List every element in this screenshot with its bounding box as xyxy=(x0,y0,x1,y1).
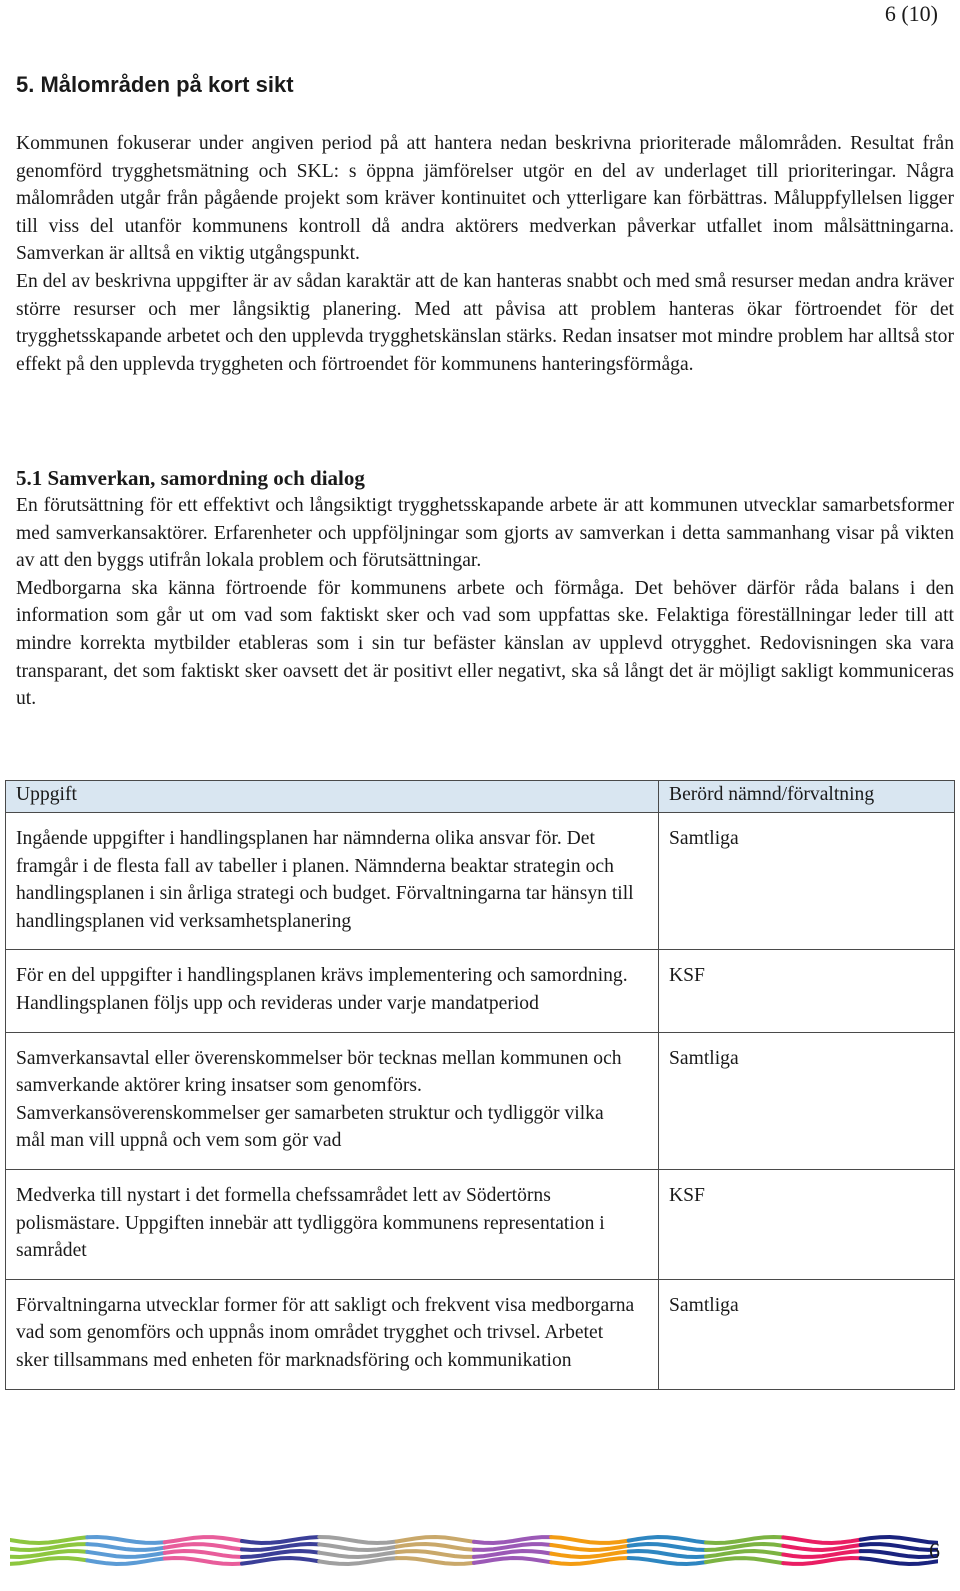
task-cell: För en del uppgifter i handlingsplanen krävs implementering och samordning. Handlingsplanen följs upp och revideras under varje mandatperiod xyxy=(6,950,659,1032)
column-header-owner: Berörd nämnd/förvaltning xyxy=(659,781,955,813)
footer-wave-stroke xyxy=(861,1551,938,1557)
subsection-paragraph: En förutsättning för ett effektivt och långsiktigt trygghetsskapande arbete är att kommunen utvecklar samarbetsformer med samverkansaktörer. Erfarenheter och uppföljningar som gjorts av samverkan i detta sammanhang visar på vikten av att den byggs utifrån lokala problem och förutsättningar. xyxy=(16,495,954,572)
section-title: 5. Målområden på kort sikt xyxy=(16,72,294,97)
footer-wave-stroke xyxy=(87,1544,164,1550)
table-row xyxy=(6,1169,955,1279)
table-row xyxy=(6,813,955,950)
footer-wave-stroke xyxy=(474,1558,551,1563)
intro-paragraph: En del av beskrivna uppgifter är av sådan karaktär att de kan hanteras snabbt och med små resurser medan andra kräver större resurser och mer långsiktig planering. Med att påvisa att problem hanteras ökar förtroendet för det trygghetsskapande arbetet och den upplevda trygghetskänslan stärks. Redan insatser mot mindre problem har alltså stor effekt på den upplevda tryggheten och förtroendet för kommunens hanteringsförmåga. xyxy=(16,270,954,375)
owner-cell: KSF xyxy=(659,1169,955,1279)
footer-wave-stroke xyxy=(397,1537,474,1542)
footer-wave-stroke xyxy=(861,1537,938,1543)
footer-wave-stroke xyxy=(87,1559,164,1565)
footer-wave-stroke xyxy=(87,1552,164,1557)
footer-wave-stroke xyxy=(474,1544,551,1550)
footer-wave-stroke xyxy=(87,1537,164,1543)
subsection-title: 5.1 Samverkan, samordning och dialog xyxy=(16,466,365,490)
footer-wave-stroke xyxy=(783,1558,860,1564)
footer-wave-stroke xyxy=(397,1558,474,1564)
intro-text xyxy=(16,130,954,378)
footer-wave-stroke xyxy=(242,1544,319,1550)
footer-wave-decoration xyxy=(10,1530,938,1570)
footer-wave-stroke xyxy=(629,1537,706,1543)
column-header-task: Uppgift xyxy=(6,781,659,813)
footer-wave-stroke xyxy=(861,1558,938,1564)
task-cell: Medverka till nystart i det formella chefssamrådet lett av Södertörns polismästare. Uppgiften innebär att tydliggöra kommunens representation i samrådet xyxy=(6,1169,659,1279)
task-cell: Förvaltningarna utvecklar former för att sakligt och frekvent visa medborgarna vad som genomförs och uppnås inom området trygghet och trivsel. Arbetet sker tillsammans med enheten för marknadsföring och kommunikation xyxy=(6,1279,659,1389)
footer-wave-stroke xyxy=(165,1537,242,1542)
owner-cell: Samtliga xyxy=(659,813,955,950)
task-cell: Ingående uppgifter i handlingsplanen har nämnderna olika ansvar för. Det framgår i de flesta fall av tabeller i planen. Nämnderna beaktar strategin och handlingsplanen i sin årliga strategi och budget. Förvaltningarna tar hänsyn till handlingsplanen vid verksamhetsplanering xyxy=(6,813,659,950)
table-header-row xyxy=(6,781,955,813)
footer-wave-stroke xyxy=(706,1558,783,1563)
table-row xyxy=(6,1279,955,1389)
footer-wave-stroke xyxy=(629,1551,706,1557)
owner-cell: Samtliga xyxy=(659,1032,955,1169)
footer-wave-stroke xyxy=(706,1551,783,1557)
table-row xyxy=(6,950,955,1032)
page-number: 6 (10) xyxy=(884,1,938,26)
footer-wave-stroke xyxy=(10,1558,87,1564)
footer-wave-stroke xyxy=(242,1537,319,1543)
footer-page-number: 6 xyxy=(929,1538,940,1563)
footer-wave-stroke xyxy=(165,1544,242,1549)
footer-wave-stroke xyxy=(319,1544,396,1550)
task-table xyxy=(5,780,955,1390)
subsection-text xyxy=(16,492,954,713)
footer-wave-stroke xyxy=(861,1544,938,1550)
footer-wave-stroke xyxy=(783,1537,860,1543)
footer-wave-stroke xyxy=(551,1545,628,1550)
table-row xyxy=(6,1032,955,1169)
footer-wave-stroke xyxy=(165,1558,242,1564)
task-cell: Samverkansavtal eller överenskommelser bör tecknas mellan kommunen och samverkande aktörer kring insatser som genomförs. Samverkansöverenskommelser ger samarbeten struktur och tydliggör vilka mål man vill uppnå och vem som gör vad xyxy=(6,1032,659,1169)
subsection-paragraph: Medborgarna ska känna förtroende för kommunens arbete och förmåga. Det behöver därför råda balans i den information som går ut om vad som faktiskt sker och vad som uppfattas ske. Felaktiga föreställningar leder till att mindre korrekta mytbilder etableras som i sin tur befäster känslan av upplevd otrygghet. Redovisningen ska vara transparant, det som faktiskt sker oavsett det är positivt eller negativt, ska så långt det är möjligt sakligt kommuniceras ut. xyxy=(16,577,954,710)
owner-cell: Samtliga xyxy=(659,1279,955,1389)
footer-wave-stroke xyxy=(551,1552,628,1558)
footer-wave-stroke xyxy=(319,1537,396,1543)
footer-wave-stroke xyxy=(10,1537,87,1543)
footer-wave-stroke xyxy=(397,1551,474,1557)
footer-wave-stroke xyxy=(242,1558,319,1564)
owner-cell: KSF xyxy=(659,950,955,1032)
footer-wave-stroke xyxy=(706,1537,783,1543)
intro-paragraph: Kommunen fokuserar under angiven period på att hantera nedan beskrivna prioriterade målområden. Resultat från genomförd trygghetsmätning och SKL: s öppna jämförelser utgör en del av underlaget till prioriteringar. Några målområden utgår från pågående projekt som kräver kontinuitet och ytterligare kan förbättras. Måluppfyllelsen ligger till viss del utanför kommunens kontroll då andra aktörers medverkan påverkar utfallet inom målsättningarna. Samverkan är alltså en viktig utgångspunkt. xyxy=(16,133,954,265)
footer-wave-stroke xyxy=(10,1551,87,1557)
footer-wave-stroke xyxy=(783,1545,860,1550)
footer-wave-stroke xyxy=(551,1537,628,1543)
footer-wave-stroke xyxy=(397,1544,474,1550)
footer-wave-stroke xyxy=(319,1552,396,1557)
footer-wave-stroke xyxy=(551,1558,628,1564)
